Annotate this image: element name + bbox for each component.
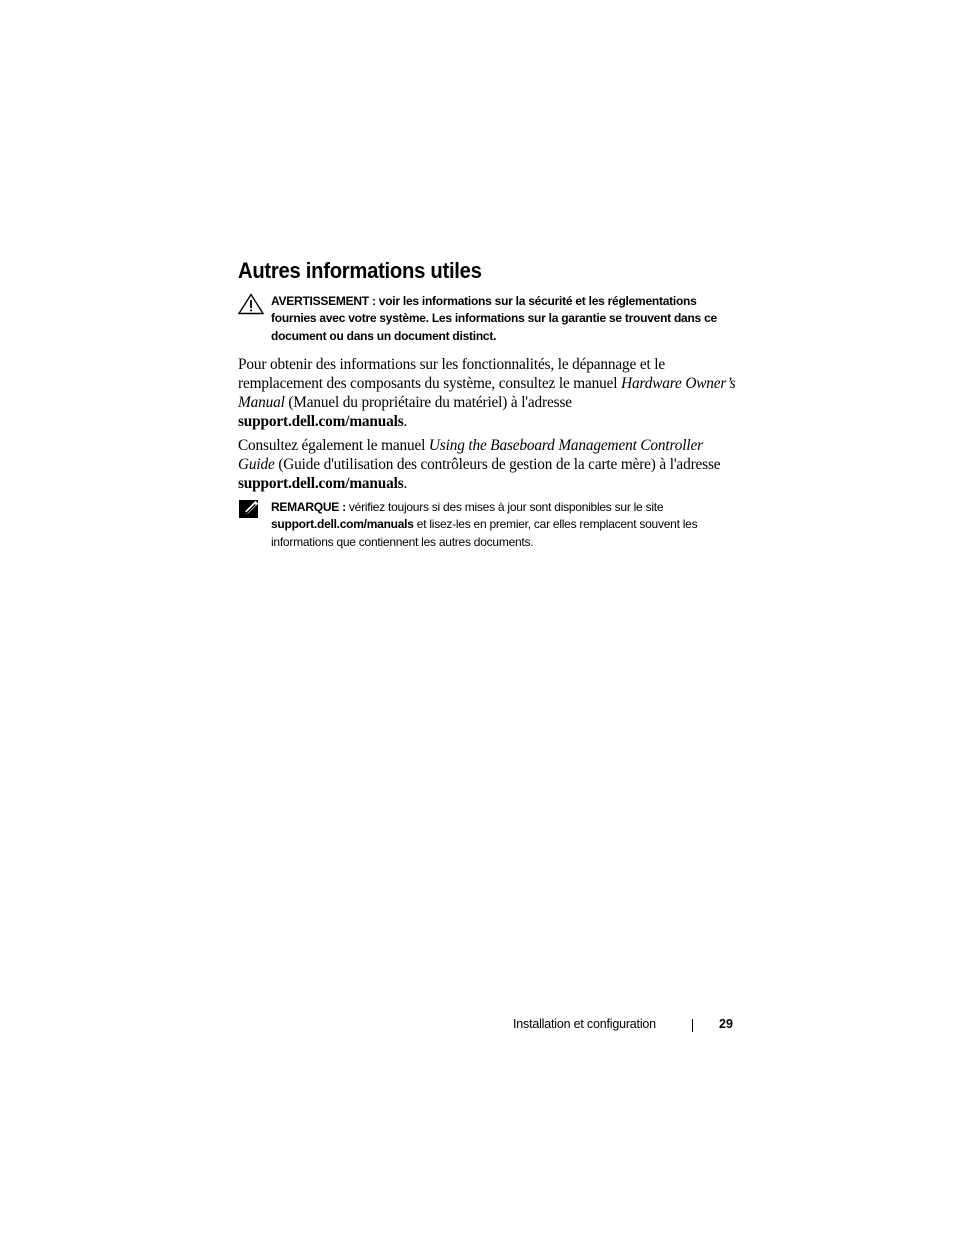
para2-text-start: Consultez également le manuel	[238, 437, 429, 454]
para2-text-middle: (Guide d'utilisation des contrôleurs de gestion de la carte mère) à l'adresse	[274, 456, 721, 473]
warning-body: voir les informations sur la sécurité et les réglementations fournies avec votre système. Les informations sur la garantie se trouvent dans ce document ou dans un document distinct.	[271, 294, 717, 343]
para2-text-end: .	[403, 475, 408, 492]
warning-notice	[238, 293, 738, 347]
paragraph-hardware-manual	[238, 355, 738, 431]
page-footer	[0, 1015, 954, 1035]
note-notice	[238, 499, 738, 555]
para1-text-middle: (Manuel du propriétaire du matériel) à l'adresse	[284, 394, 572, 411]
page-number: 29	[719, 1017, 733, 1031]
bmc-guide-title: Using the Baseboard Management Controller Guide	[238, 437, 703, 473]
para1-text-end: .	[403, 413, 408, 430]
note-body-start: vérifiez toujours si des mises à jour sont disponibles sur le site	[345, 500, 664, 514]
page-heading: Autres informations utiles	[238, 258, 482, 283]
warning-triangle-icon	[238, 293, 264, 315]
support-url: support.dell.com/manuals	[238, 475, 404, 492]
support-url: support.dell.com/manuals	[238, 413, 404, 430]
footer-section-title: Installation et configuration	[513, 1017, 656, 1031]
note-body-end: et lisez-les en premier, car elles remplacent souvent les informations que contiennent les autres documents.	[271, 517, 698, 549]
warning-text	[271, 293, 741, 345]
note-label: REMARQUE :	[271, 500, 346, 514]
hardware-manual-title: Hardware Owner’s Manual	[238, 375, 736, 411]
warning-label: AVERTISSEMENT :	[271, 294, 376, 308]
pencil-note-icon	[238, 499, 264, 521]
footer-separator	[692, 1019, 693, 1032]
support-url: support.dell.com/manuals	[271, 517, 414, 532]
paragraph-bmc-guide	[238, 436, 738, 493]
para1-text-start: Pour obtenir des informations sur les fonctionnalités, le dépannage et le remplacement des composants du système, consultez le manuel	[238, 356, 666, 392]
note-text	[271, 499, 741, 551]
